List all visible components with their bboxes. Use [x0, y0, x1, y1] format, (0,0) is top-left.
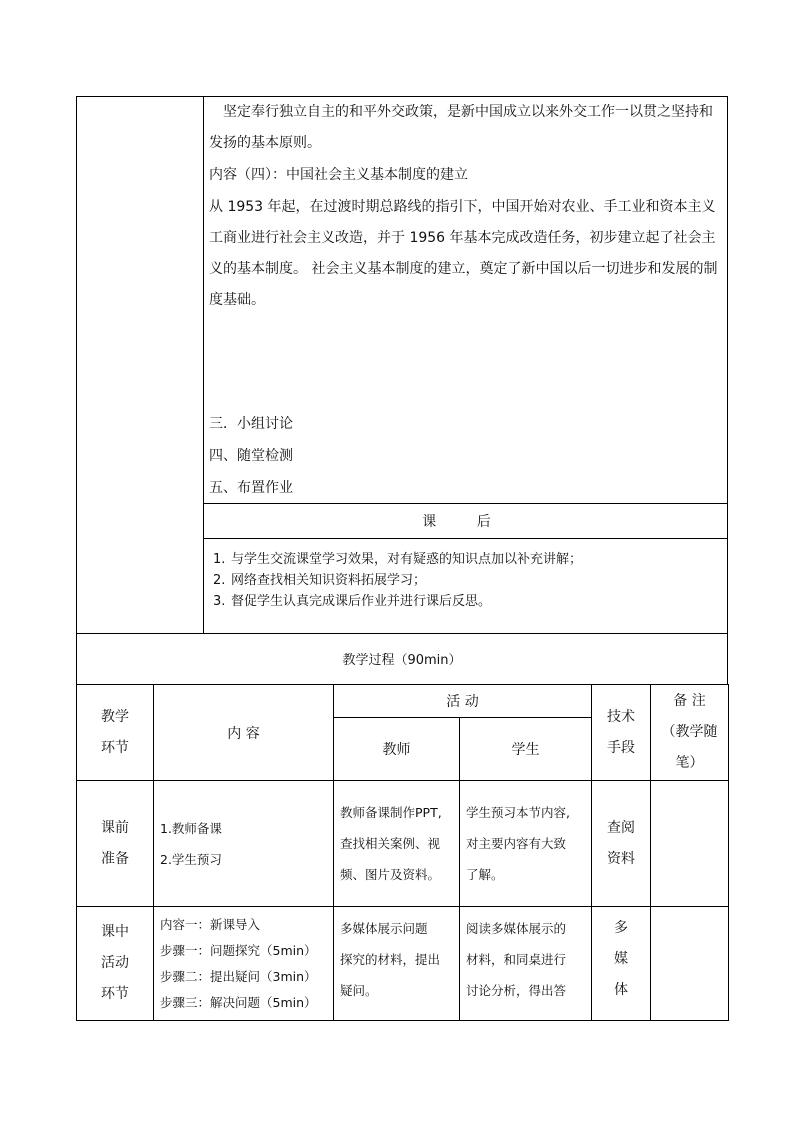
- content4-title: 内容（四）：中国社会主义基本制度的建立: [209, 167, 468, 183]
- after-class-header: 课 后: [422, 513, 509, 530]
- cell-student: 阅读多媒体展示的 材料，和同桌进行 讨论分析，得出答: [460, 907, 592, 1021]
- cell-stage: 课前 准备: [77, 781, 154, 907]
- cell-notes: [651, 907, 729, 1021]
- teaching-process-title: [76, 633, 728, 685]
- table-header-row: [77, 685, 729, 718]
- list-number: 2.: [213, 573, 226, 588]
- table-row: [77, 781, 729, 907]
- list-number: 3.: [213, 594, 226, 609]
- header-content: 内 容: [154, 685, 334, 781]
- list-number: 1.: [213, 552, 226, 567]
- cell-student: 学生预习本节内容, 对主要内容有大致 了解。: [460, 781, 592, 907]
- cell-tech: 多 媒 体: [592, 907, 651, 1021]
- step-quiz: 四、随堂检测: [209, 448, 293, 464]
- cell-content: 内容一：新课导入 步骤一：问题探究（5min） 步骤二：提出疑问（3min） 步骤三：解决问题（5min）: [154, 907, 334, 1021]
- list-text: 与学生交流课堂学习效果，对有疑惑的知识点加以补充讲解；: [231, 552, 583, 567]
- header-tech: 技术 手段: [592, 685, 651, 781]
- cell-content: 1.教师备课 2.学生预习: [154, 781, 334, 907]
- header-stage: 教学 环节: [77, 685, 154, 781]
- list-text: 督促学生认真完成课后作业并进行课后反思。: [231, 594, 492, 609]
- column-divider: [203, 97, 204, 634]
- cell-notes: [651, 781, 729, 907]
- table-row: [77, 907, 729, 1021]
- paragraph-socialist-system: 从 1953 年起，在过渡时期总路线的指引下，中国开始对农业、手工业和资本主义工商业进行社会主义改造，并于 1956 年基本完成改造任务，初步建立起了社会主义的基本制度。 社会主义基本制度的建立，奠定了新中国以后一切进步和发展的制度基础。: [209, 199, 718, 308]
- cell-teacher: 多媒体展示问题 探究的材料，提出 疑问。: [334, 907, 460, 1021]
- paragraph-foreign-policy: 坚定奉行独立自主的和平外交政策，是新中国成立以来外交工作一以贯之坚持和发扬的基本原则。: [209, 104, 713, 151]
- list-item: [213, 570, 713, 591]
- list-item: [213, 549, 713, 570]
- header-student: 学生: [460, 718, 592, 781]
- header-teacher: 教师: [334, 718, 460, 781]
- after-class-list: [213, 549, 713, 612]
- header-activity: 活 动: [334, 685, 592, 718]
- cell-stage: 课中 活动 环节: [77, 907, 154, 1021]
- step-group-discussion: 三．小组讨论: [209, 416, 293, 432]
- step-homework: 五、布置作业: [209, 480, 293, 496]
- header-notes: 备 注 （教学随 笔）: [651, 685, 729, 781]
- process-title-text: 教学过程（90min）: [342, 653, 462, 668]
- cell-tech: 查阅 资料: [592, 781, 651, 907]
- row-divider: [203, 538, 728, 539]
- lesson-continuation-box: [76, 96, 728, 634]
- list-item: [213, 591, 713, 612]
- teaching-process-table: [76, 684, 729, 1021]
- list-text: 网络查找相关知识资料拓展学习；: [231, 573, 427, 588]
- cell-teacher: 教师备课制作PPT, 查找相关案例、视 频、图片及资料。: [334, 781, 460, 907]
